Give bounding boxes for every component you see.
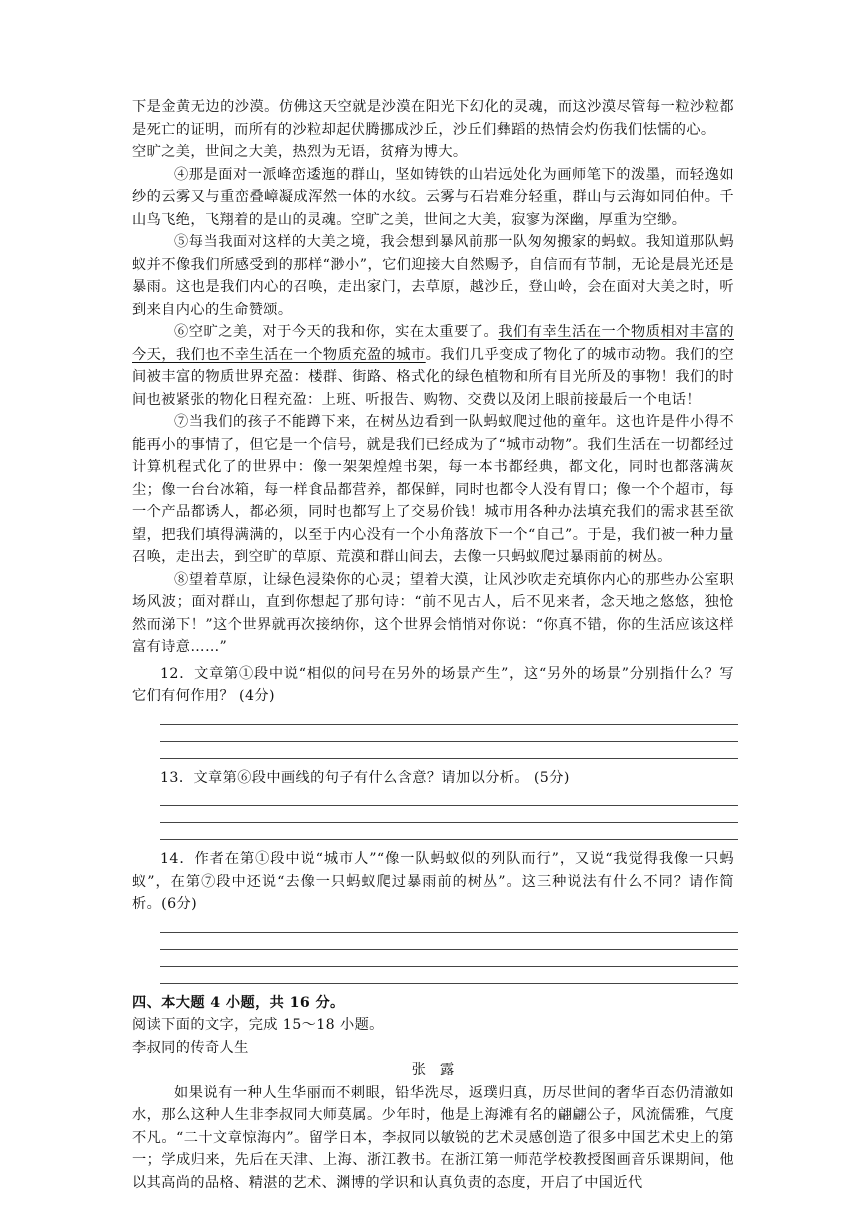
paragraph-6 — [132, 321, 734, 411]
answer-line[interactable] — [160, 916, 738, 933]
article-paragraph-1: 如果说有一种人生华丽而不刺眼，铅华洗尽，返璞归真，历尽世间的奢华百态仍清澈如水，那么这种人生非李叔同大师莫属。少年时，他是上海滩有名的翩翩公子，风流儒雅，气度不凡。“二十文章惊海内”。留学日本，李叔同以敏锐的艺术灵感创造了很多中国艺术史上的第一；学成归来，先后在天津、上海、浙江教书。在浙江第一师范学校教授图画音乐课期间，他以其高尚的品格、精湛的艺术、渊博的学识和认真负责的态度，开启了中国近代 — [132, 1084, 734, 1191]
paragraph-6-intro: ⑥空旷之美，对于今天的我和你，实在太重要了。 — [174, 324, 499, 340]
question-12: 12．文章第①段中说“相似的问号在另外的场景产生”，这“另外的场景”分别指什么？写它们有何作用？ (4分) — [132, 665, 734, 704]
paragraph-3-tail — [132, 96, 734, 164]
answer-line[interactable] — [160, 708, 738, 725]
section-heading: 四、本大题 4 小题，共 16 分。 — [132, 994, 345, 1011]
page-content — [132, 96, 734, 1194]
answer-line[interactable] — [160, 789, 738, 806]
answer-lines-14 — [132, 916, 734, 984]
answer-lines-12 — [132, 708, 734, 759]
paragraph-3-tail-text: 下是金黄无边的沙漠。仿佛这天空就是沙漠在阳光下幻化的灵魂，而这沙漠尽管每一粒沙粒都是死亡的证明，而所有的沙粒却起伏腾挪成沙丘，沙丘们彝蹈的热情会灼伤我们怯懦的心。 — [132, 99, 734, 138]
answer-line[interactable] — [160, 967, 738, 984]
answer-line[interactable] — [160, 823, 738, 840]
question-14: 14．作者在第①段中说“城市人”“像一队蚂蚁似的列队而行”，又说“我觉得我像一只蚂蚁”，在第⑦段中还说“去像一只蚂蚁爬过暴雨前的树丛”。这三种说法有什么不同？请作简析。(6分) — [132, 851, 734, 912]
answer-line[interactable] — [160, 950, 738, 967]
question-13: 13．文章第⑥段中画线的句子有什么含意？请加以分析。 (5分) — [160, 769, 570, 786]
article-title: 李叔同的传奇人生 — [132, 1039, 249, 1056]
paragraph-7: ⑦当我们的孩子不能蹲下来，在树丛边看到一队蚂蚁爬过他的童年。这也许是件小得不能再小的事情了，但它是一个信号，就是我们已经成为了“城市动物”。我们生活在一切都经过计算机程式化了的世界中：像一架架煌煌书架，每一本书都经典，都文化，同时也都落满灰尘；像一台台冰箱，每一样食品都营养，都保鲜，同时也都令人没有胃口；像一个个超市，每一个产品都诱人，都必须，同时也都写上了交易价钱！城市用各种办法填充我们的需求甚至欲望，把我们填得满满的，以至于内心没有一个小角落放下一个“自己”。于是，我们被一种力量召唤，走出去，到空旷的草原、荒漠和群山间去，去像一只蚂蚁爬过暴雨前的树丛。 — [132, 414, 734, 565]
answer-line[interactable] — [160, 725, 738, 742]
underlined-sentence: 我们有幸生活在一个物质相对丰富的今天，我们也不幸生活在一个物质充盈的城市 — [132, 324, 734, 363]
answer-lines-13 — [132, 789, 734, 840]
section-instruction: 阅读下面的文字，完成 15～18 小题。 — [132, 1017, 384, 1033]
paragraph-5: ⑤每当我面对这样的大美之境，我会想到暴风前那一队匆匆搬家的蚂蚁。我知道那队蚂蚁并不像我们所感受到的那样“渺小”，它们迎接大自然赐予，自信而有节制，无论是晨光还是暴雨。这也是我们内心的召唤，走出家门，去草原，越沙丘，登山岭，会在面对大美之时，听到来自内心的生命赞颂。 — [132, 234, 734, 318]
answer-line[interactable] — [160, 933, 738, 950]
article-author: 张露 — [411, 1062, 469, 1078]
answer-line[interactable] — [160, 806, 738, 823]
paragraph-6-rest: 。我们几乎变成了物化了的城市动物。我们的空间被丰富的物质世界充盈：楼群、街路、格式化的绿色植物和所有目光所及的事物！我们的时间也被紧张的物化日程充盈：上班、听报告、购物、交费以及闭上眼前接最后一个电话！ — [132, 346, 734, 408]
answer-line[interactable] — [160, 742, 738, 759]
paragraph-8: ⑧望着草原，让绿色浸染你的心灵；望着大漠，让风沙吹走充填你内心的那些办公室职场风波；面对群山，直到你想起了那句诗：“前不见古人，后不见来者，念天地之悠悠，独怆然而涕下！”这个世界就再次接纳你，这个世界会悄悄对你说：“你真不错，你的生活应该这样富有诗意……” — [132, 571, 734, 655]
paragraph-3-tail-summary: 空旷之美，世间之大美，热烈为无语，贫瘠为博大。 — [132, 144, 468, 160]
paragraph-4: ④那是面对一派峰峦逶迤的群山，坚如铸铁的山岩远处化为画师笔下的泼墨，而轻逸如纱的云雾又与重峦叠嶂凝成浑然一体的水纹。云雾与石岩难分轻重，群山与云海如同伯仲。千山鸟飞绝，飞翔着的是山的灵魂。空旷之美，世间之大美，寂寥为深幽，厚重为空缈。 — [132, 166, 734, 228]
